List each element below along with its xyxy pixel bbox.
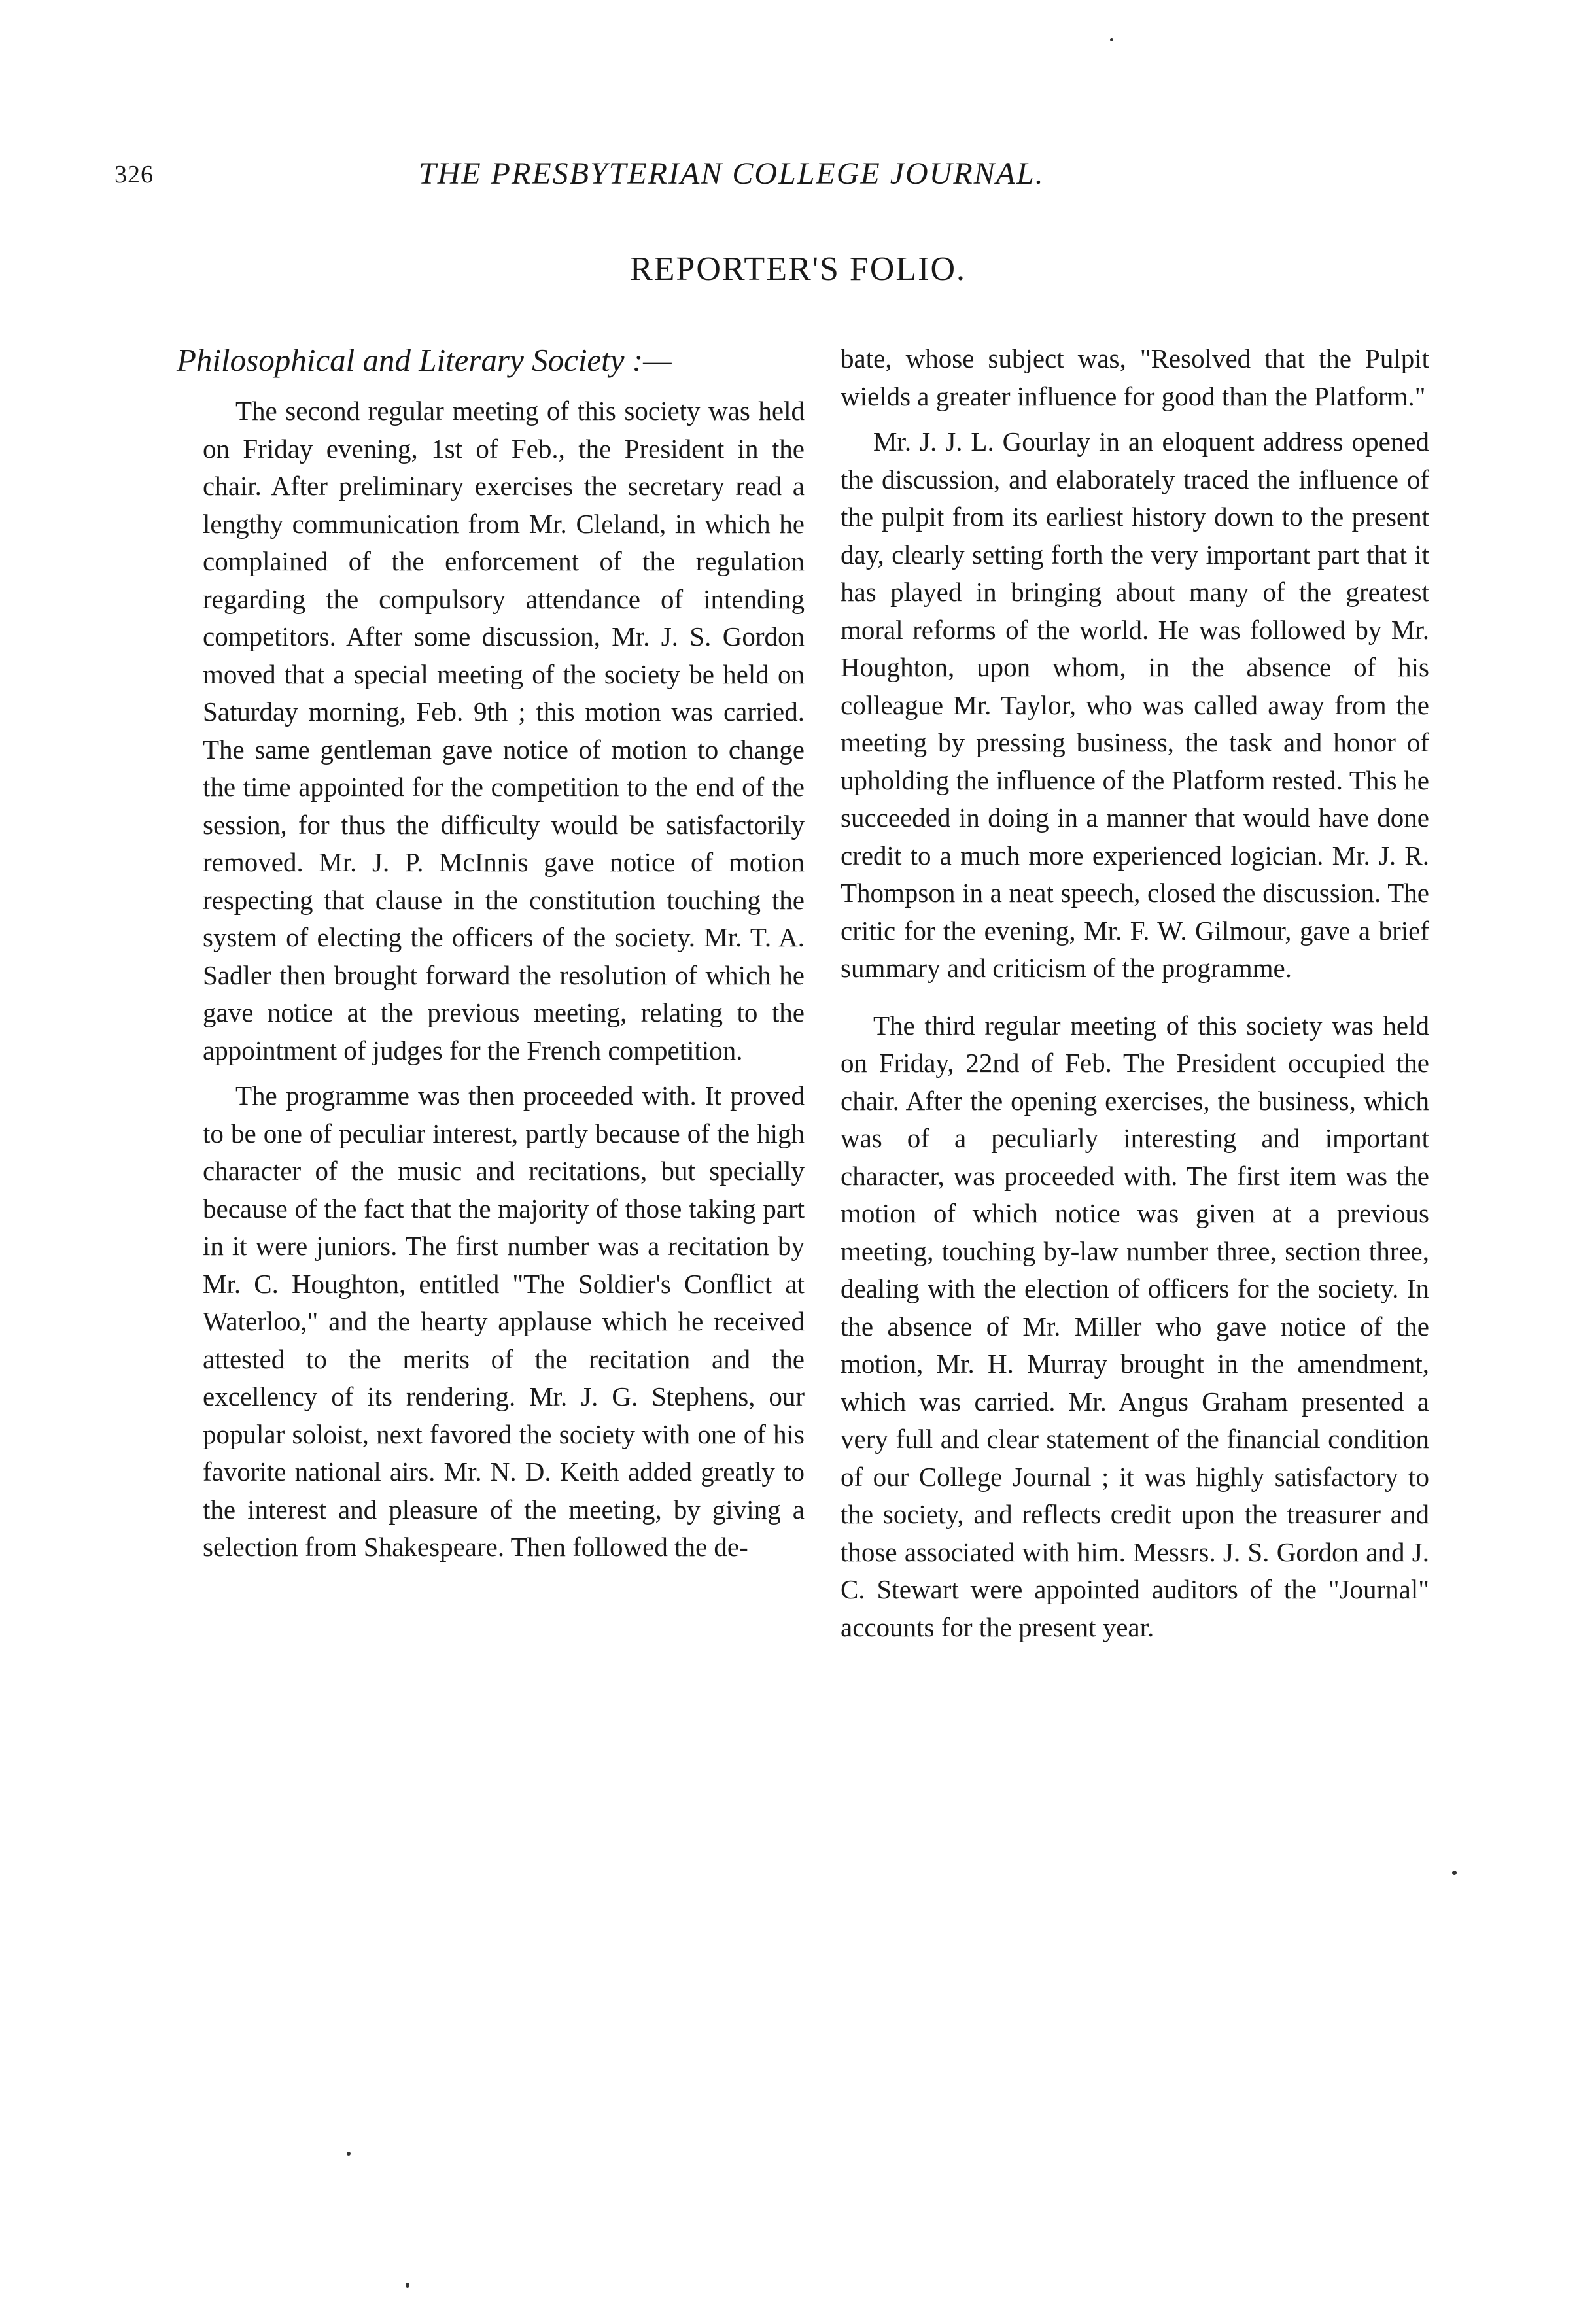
scan-speck <box>347 2152 351 2156</box>
paragraph-debate-continued: bate, whose subject was, "Resolved that the Pulpit wields a greater influence for good than the Platform." <box>841 343 1429 411</box>
society-heading: Philosophical and Literary Society :— <box>177 342 672 378</box>
scan-speck <box>1110 38 1113 41</box>
running-head: THE PRESBYTERIAN COLLEGE JOURNAL. <box>419 156 1045 191</box>
page-number: 326 <box>114 161 154 188</box>
right-column <box>841 340 1429 1646</box>
paragraph-programme: The programme was then proceeded with. It proved to be one of peculiar interest, partly because of the high character of the music and recitations, but specially because of the fact that the majority of those taking part in it were juniors. The first number was a recitation by Mr. C. Houghton, entitled "The Soldier's Conflict at Waterloo," and the hearty applause which he received attested to the merits of the recitation and the excellency of its rendering. Mr. J. G. Stephens, our popular soloist, next favored the society with one of his favorite national airs. Mr. N. D. Keith added greatly to the interest and pleasure of the meeting, by giving a selection from Shakespeare. Then followed the de- <box>203 1080 805 1562</box>
scan-speck <box>406 2283 409 2288</box>
paragraph-third-meeting: The third regular meeting of this society was held on Friday, 22nd of Feb. The President occupied the chair. After the opening exercises, the business, which was of a peculiarly interesting and important character, was proceeded with. The first item was the motion of which notice was given at a previous meeting, touching by-law number three, section three, dealing with the election of officers for the society. In the absence of Mr. Miller who gave notice of the motion, Mr. H. Murray brought in the amendment, which was carried. Mr. Angus Graham presented a very full and clear statement of the financial condition of our College Journal ; it was highly satisfactory to the society, and reflects credit upon the treasurer and those associated with him. Messrs. J. S. Gordon and J. C. Stewart were appointed auditors of the "Journal" accounts for the present year. <box>841 1010 1429 1642</box>
section-title: REPORTER'S FOLIO. <box>629 250 967 288</box>
scan-speck <box>1452 1871 1457 1875</box>
left-column <box>177 340 805 1566</box>
paragraph-discussion: Mr. J. J. L. Gourlay in an eloquent address opened the discussion, and elaborately traced the influence of the pulpit from its earliest history down to the present day, clearly setting forth the very important part that it has played in bringing about many of the greatest moral reforms of the world. He was followed by Mr. Houghton, upon whom, in the absence of his colleague Mr. Taylor, who was called away from the meeting by pressing business, the task and honor of upholding the influence of the Platform rested. This he succeeded in doing in a manner that would have done credit to a much more experienced logician. Mr. J. R. Thompson in a neat speech, closed the discussion. The critic for the evening, Mr. F. W. Gilmour, gave a brief summary and criticism of the programme. <box>841 426 1429 983</box>
paragraph-second-meeting: The second regular meeting of this society was held on Friday evening, 1st of Feb., the President in the chair. After preliminary exercises the secretary read a lengthy communication from Mr. Cleland, in which he complained of the enforcement of the regulation regarding the compulsory attendance of intending competitors. After some discussion, Mr. J. S. Gordon moved that a special meeting of the society be held on Saturday morning, Feb. 9th ; this motion was carried. The same gentleman gave notice of motion to change the time appointed for the competition to the end of the session, for thus the difficulty would be satisfactorily removed. Mr. J. P. McInnis gave notice of motion respecting that clause in the constitution touching the system of electing the officers of the society. Mr. T. A. Sadler then brought forward the resolution of which he gave notice at the previous meeting, relating to the appointment of judges for the French competition. <box>203 396 805 1065</box>
